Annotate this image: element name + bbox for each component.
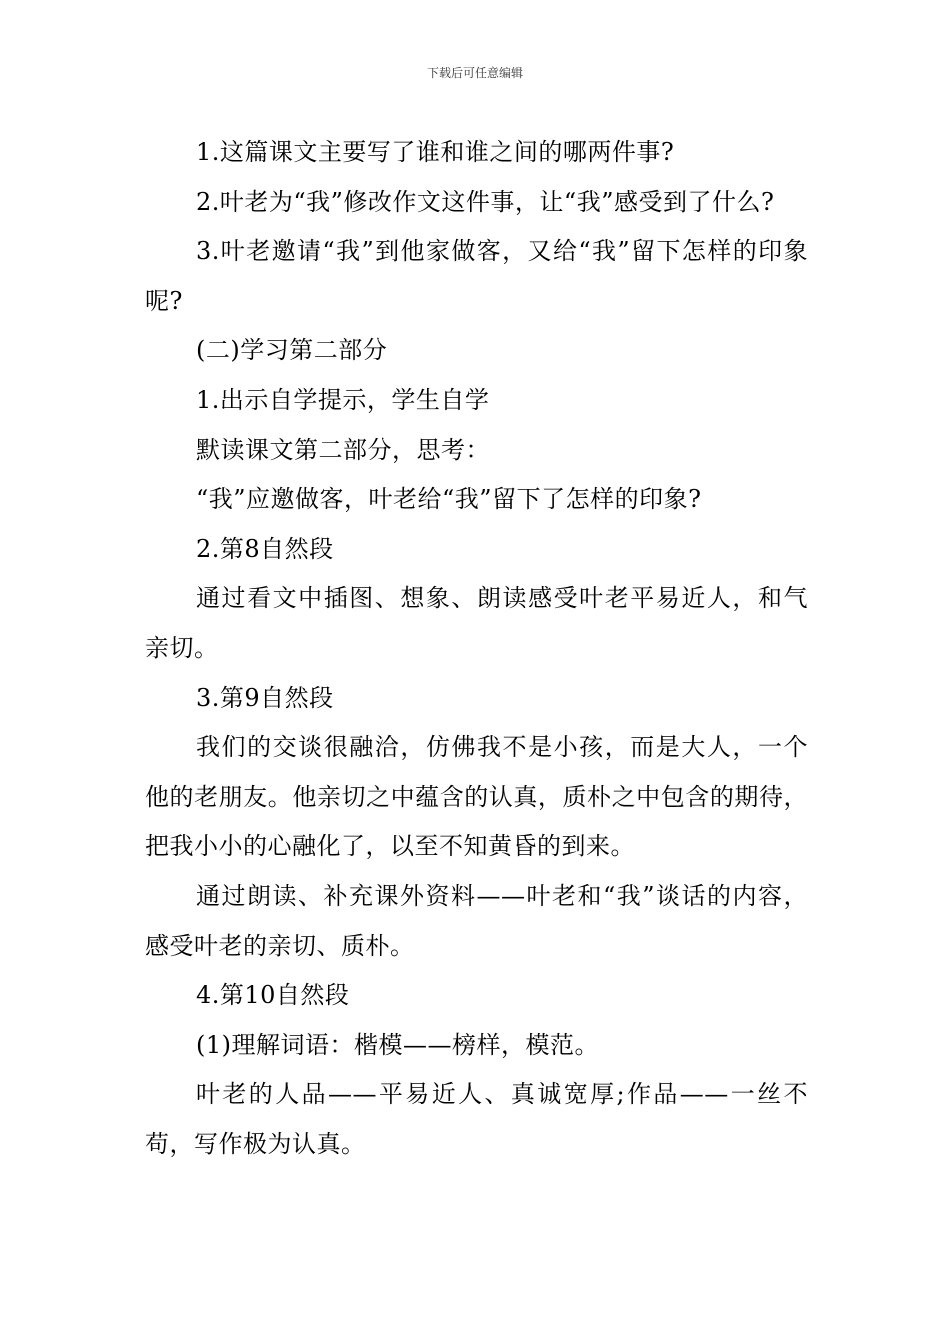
step-3-quote: 我们的交谈很融洽，仿佛我不是小孩，而是大人，一个他的老朋友。他亲切之中蕴含的认真，质朴之中包含的期待，把我小小的心融化了，以至不知黄昏的到来。: [145, 733, 808, 861]
step-1: 1.出示自学提示，学生自学: [196, 385, 490, 414]
vocabulary-explanation: 叶老的人品——平易近人、真诚宽厚;作品——一丝不苟，写作极为认真。: [145, 1080, 808, 1158]
document-body: [145, 128, 808, 1169]
reading-prompt: 默读课文第二部分，思考：: [196, 435, 490, 464]
page-header-note: 下载后可任意编辑: [426, 66, 523, 80]
vocabulary-item: (1)理解词语：楷模——榜样，模范。: [196, 1030, 599, 1059]
question-3: 3.叶老邀请“我”到他家做客，又给“我”留下怎样的印象呢?: [145, 237, 808, 315]
step-2-text: 通过看文中插图、想象、朗读感受叶老平易近人，和气亲切。: [145, 584, 808, 662]
step-4: 4.第10自然段: [196, 981, 350, 1010]
question-1: 1.这篇课文主要写了谁和谁之间的哪两件事?: [196, 138, 675, 166]
step-2: 2.第8自然段: [196, 534, 334, 563]
reading-question: “我”应邀做客，叶老给“我”留下了怎样的印象?: [196, 485, 702, 514]
question-2: 2.叶老为“我”修改作文这件事，让“我”感受到了什么?: [196, 187, 775, 216]
section-heading: (二)学习第二部分: [196, 336, 388, 365]
step-3-text: 通过朗读、补充课外资料——叶老和“我”谈话的内容，感受叶老的亲切、质朴。: [145, 881, 808, 960]
step-3: 3.第9自然段: [196, 683, 334, 712]
